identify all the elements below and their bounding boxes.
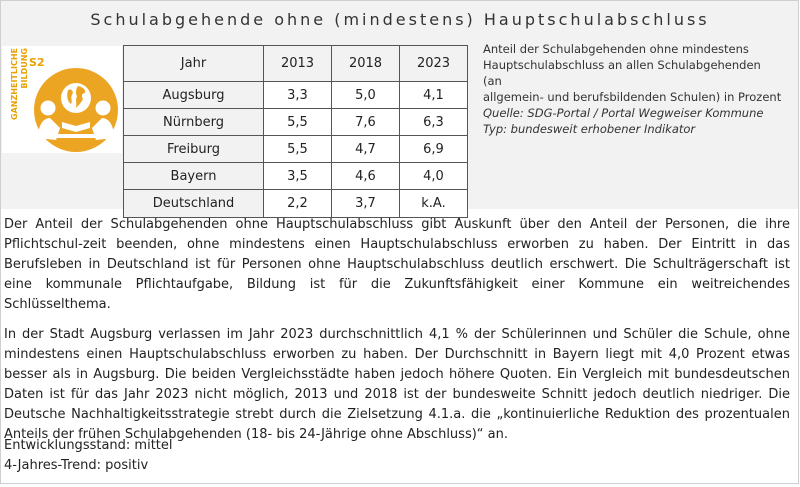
logo-caption-line2: BILDUNG — [20, 48, 29, 89]
cell-value: 6,3 — [400, 109, 468, 136]
logo-caption-line1: GANZHEITLICHE — [10, 48, 19, 120]
trend-status: 4-Jahres-Trend: positiv — [4, 458, 149, 473]
cell-value: k.A. — [400, 190, 468, 218]
development-status: Entwicklungsstand: mittel — [4, 438, 173, 453]
cell-value: 5,5 — [264, 136, 332, 163]
table-row — [124, 136, 468, 163]
cell-value: 4,6 — [332, 163, 400, 190]
description-line: Hauptschulabschluss an allen Schulabgehenden (an — [483, 58, 761, 88]
cell-value: 3,5 — [264, 163, 332, 190]
row-label: Nürnberg — [124, 109, 264, 136]
logo-code: S2 — [29, 56, 45, 69]
cell-value: 3,7 — [332, 190, 400, 218]
cell-value: 5,0 — [332, 82, 400, 109]
header-year: 2018 — [332, 46, 400, 82]
indicator-description — [483, 41, 783, 137]
cell-value: 4,1 — [400, 82, 468, 109]
cell-value: 3,3 — [264, 82, 332, 109]
cell-value: 6,9 — [400, 136, 468, 163]
status-block — [4, 436, 173, 476]
cell-value: 4,7 — [332, 136, 400, 163]
row-label: Deutschland — [124, 190, 264, 218]
table-row — [124, 163, 468, 190]
header-year: 2023 — [400, 46, 468, 82]
type-line: Typ: bundesweit erhobener Indikator — [483, 122, 696, 136]
row-label: Freiburg — [124, 136, 264, 163]
description-line: Anteil der Schulabgehenden ohne mindestens — [483, 42, 749, 56]
table-row — [124, 190, 468, 218]
table-row — [124, 82, 468, 109]
description-line: allgemein- und berufsbildenden Schulen) in Prozent — [483, 90, 782, 104]
row-label: Augsburg — [124, 82, 264, 109]
paragraph: In der Stadt Augsburg verlassen im Jahr 2023 durchschnittlich 4,1 % der Schülerinnen und Schüler die Schule, ohne mindestens einen Hauptschulabschluss erworben zu haben. Der Durchschnitt in Bayern liegt mit 4,0 Prozent etwas besser als in Augsburg. Die beiden Vergleichsstädte haben jedoch höhere Quoten. Ein Vergleich mit bundesdeutschen Daten ist für das Jahr 2023 nicht möglich, 2013 und 2018 ist der bundesweite Schnitt jedoch deutlich niedriger. Die Deutsche Nachhaltigkeitsstrategie strebt durch die Zielsetzung 4.1.a. die „kontinuierliche Reduktion des prozentualen Anteils der frühen Schulabgehenden (18- bis 24-Jährige ohne Abschluss)“ an. — [4, 327, 790, 442]
row-label: Bayern — [124, 163, 264, 190]
table-header-row — [124, 46, 468, 82]
data-table — [123, 45, 468, 218]
table-row — [124, 109, 468, 136]
paragraph: Der Anteil der Schulabgehenden ohne Hauptschulabschluss gibt Auskunft über den Anteil der Personen, die ihre Pflichtschul-zeit beenden, ohne mindestens einen Hauptschulabschluss erworben zu haben. Der Eintritt in das Berufsleben in Deutschland ist für Personen ohne Hauptschulabschluss deutlich erschwert. Die Schulträgerschaft ist eine kommunale Pflichtaufgabe, Bildung ist für die Zukunftsfähigkeit einer Kommune ein weitreichendes Schlüsselthema. — [4, 217, 790, 312]
cell-value: 2,2 — [264, 190, 332, 218]
cell-value: 4,0 — [400, 163, 468, 190]
cell-value: 5,5 — [264, 109, 332, 136]
source-line: Quelle: SDG-Portal / Portal Wegweiser Kommune — [483, 106, 764, 120]
header-year-label: Jahr — [124, 46, 264, 82]
body-text — [4, 215, 790, 455]
education-globe-icon — [26, 62, 122, 154]
header-year: 2013 — [264, 46, 332, 82]
cell-value: 7,6 — [332, 109, 400, 136]
page-title: Schulabgehende ohne (mindestens) Hauptschulabschluss — [90, 10, 710, 29]
logo — [2, 46, 122, 153]
